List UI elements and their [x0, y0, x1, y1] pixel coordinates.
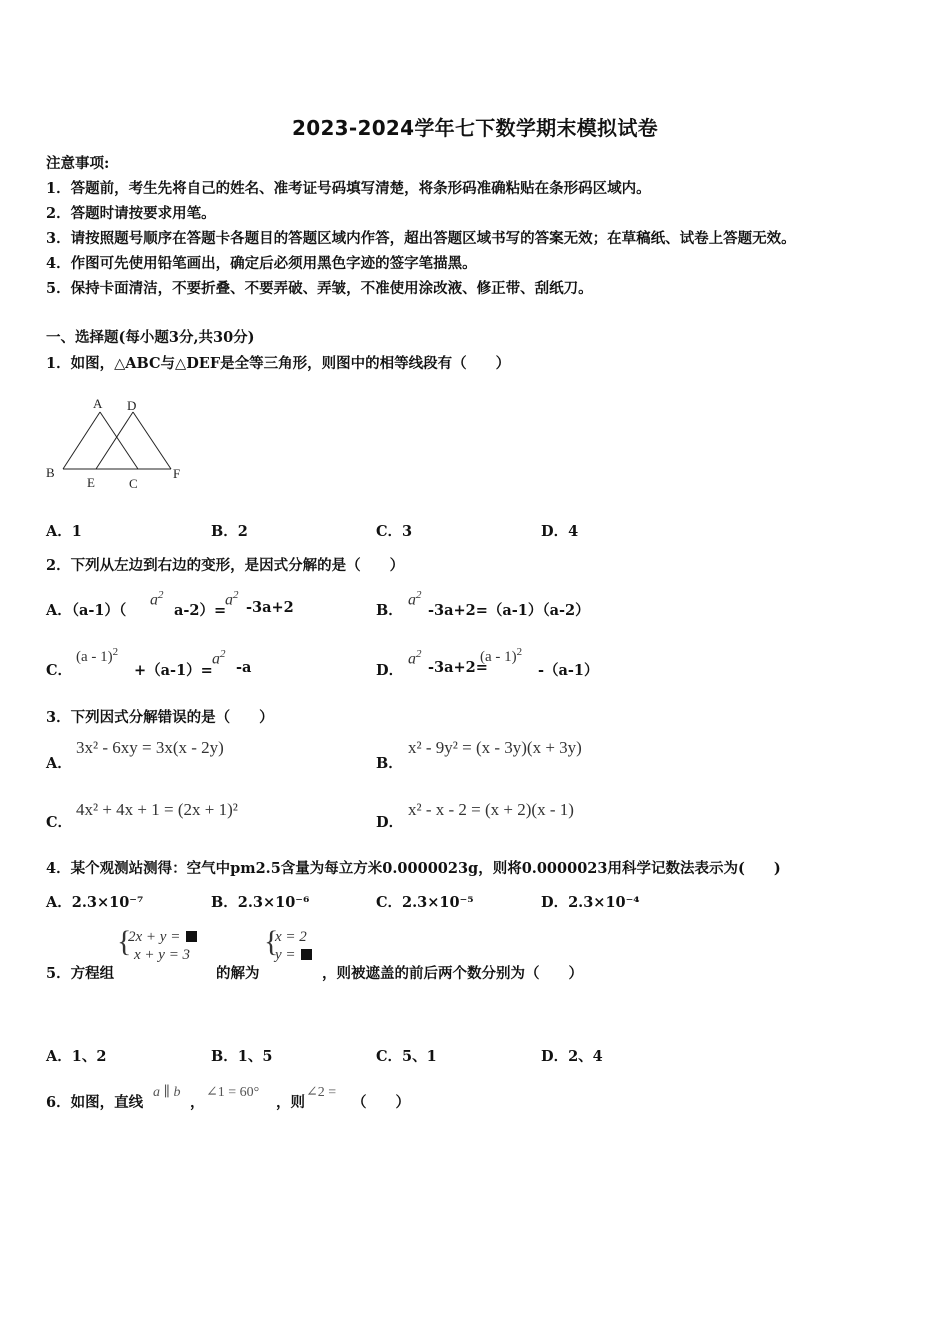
q6-angle-1: ∠1 = 60° [206, 1085, 260, 1100]
notice-item-4: 4．作图可先使用铅笔画出，确定后必须用黑色字迹的签字笔描黑。 [46, 255, 477, 272]
system2-brace: { [264, 925, 279, 958]
q3-option-a[interactable]: A． [46, 755, 72, 772]
q2a-part3: -3a+2 [246, 599, 294, 616]
page-title: 2023-2024学年七下数学期末模拟试卷 [292, 116, 658, 140]
triangles-figure [40, 390, 200, 500]
q2c-paren-squared: (a - 1)$^2$ [76, 646, 119, 665]
question-2-stem: 2．下列从左边到右边的变形，是因式分解的是（ ） [46, 557, 405, 574]
q4-option-b[interactable]: B．2.3×10⁻⁶ [211, 894, 310, 911]
q2b-rest: -3a+2=（a-1）（a-2） [428, 602, 590, 619]
q2c-part1: +（a-1）= [134, 662, 213, 679]
system2: x = 2 y = [275, 928, 312, 964]
q5-option-b[interactable]: B．1、5 [211, 1048, 273, 1065]
q6-comma-1: ， [190, 1094, 205, 1111]
q1-option-c[interactable]: C．3 [376, 523, 413, 540]
system1: 2x + y = x + y = 3 [128, 928, 197, 964]
label-a: A [93, 396, 103, 411]
question-5-mid: 的解为 [216, 965, 260, 982]
q2b-a-squared: $a^2$ [408, 589, 422, 609]
q6-parallel: a ∥ b [153, 1085, 181, 1100]
q4-option-d[interactable]: D．2.3×10⁻⁴ [541, 894, 640, 911]
q3b-expression: x² - 9y² = (x - 3y)(x + 3y) [408, 738, 582, 757]
q5-option-a[interactable]: A．1、2 [46, 1048, 107, 1065]
q3d-expression: x² - x - 2 = (x + 2)(x - 1) [408, 800, 574, 819]
notice-item-1: 1．答题前，考生先将自己的姓名、准考证号码填写清楚，将条形码准确粘贴在条形码区域内。 [46, 180, 651, 197]
question-4-stem: 4．某个观测站测得：空气中pm2.5含量为每立方米0.0000023g，则将0.0000023用科学记数法表示为( ) [46, 860, 781, 877]
q2-option-b[interactable]: B． [376, 602, 403, 619]
label-c: C [129, 476, 138, 491]
q2a-part2: a-2）= [174, 602, 227, 619]
covered-number-1 [186, 931, 197, 942]
q2-option-a[interactable]: A．（a-1）（ [46, 602, 127, 619]
q5-option-d[interactable]: D．2、4 [541, 1048, 603, 1065]
q3-option-c[interactable]: C． [46, 814, 73, 831]
notice-item-3: 3．请按照题号顺序在答题卡各题目的答题区域内作答，超出答题区域书写的答案无效；在草稿纸、试卷上答题无效。 [46, 230, 796, 247]
q2-option-d[interactable]: D． [376, 662, 404, 679]
q3-option-d[interactable]: D． [376, 814, 404, 831]
question-6-prefix: 6．如图，直线 [46, 1094, 144, 1111]
q2c-a-squared: $a^2$ [212, 648, 226, 668]
system1-brace: { [117, 925, 132, 958]
q1-option-a[interactable]: A．1 [46, 523, 82, 540]
q4-option-c[interactable]: C．2.3×10⁻⁵ [376, 894, 474, 911]
q5-option-c[interactable]: C．5、1 [376, 1048, 437, 1065]
q1-option-b[interactable]: B．2 [211, 523, 248, 540]
notice-item-5: 5．保持卡面清洁，不要折叠、不要弄破、弄皱，不准使用涂改液、修正带、刮纸刀。 [46, 280, 593, 297]
q6-angle-2: ∠2 = [306, 1085, 337, 1100]
q2a-a-squared-1: $a^2$ [150, 589, 164, 609]
q1-option-d[interactable]: D．4 [541, 523, 579, 540]
q2d-part2: -（a-1） [538, 662, 599, 679]
q2c-part2: -a [236, 659, 252, 676]
q6-suffix: （ ） [352, 1094, 410, 1111]
label-d: D [127, 398, 137, 413]
label-b: B [46, 465, 55, 480]
section-heading: 一、选择题(每小题3分,共30分) [46, 329, 255, 346]
q3c-expression: 4x² + 4x + 1 = (2x + 1)² [76, 800, 238, 819]
covered-number-2 [301, 949, 312, 960]
label-e: E [87, 475, 95, 490]
question-3-stem: 3．下列因式分解错误的是（ ） [46, 709, 274, 726]
q2d-paren-squared: (a - 1)$^2$ [480, 646, 523, 665]
q2d-a-squared: $a^2$ [408, 648, 422, 668]
q6-comma-2: ，则 [276, 1094, 305, 1111]
q2d-part1: -3a+2= [428, 659, 488, 676]
question-1-stem: 1．如图，△ABC与△DEF是全等三角形，则图中的相等线段有（ ） [46, 355, 511, 372]
q2a-a-squared-2: $a^2$ [225, 589, 239, 609]
question-5-suffix: ，则被遮盖的前后两个数分别为（ ） [322, 965, 583, 982]
q2-option-c[interactable]: C． [46, 662, 73, 679]
label-f: F [173, 466, 181, 481]
question-5-prefix: 5．方程组 [46, 965, 115, 982]
q3a-expression: 3x² - 6xy = 3x(x - 2y) [76, 738, 224, 757]
notice-heading: 注意事项: [46, 155, 110, 172]
q4-option-a[interactable]: A．2.3×10⁻⁷ [46, 894, 144, 911]
q3-option-b[interactable]: B． [376, 755, 403, 772]
notice-item-2: 2．答题时请按要求用笔。 [46, 205, 216, 222]
